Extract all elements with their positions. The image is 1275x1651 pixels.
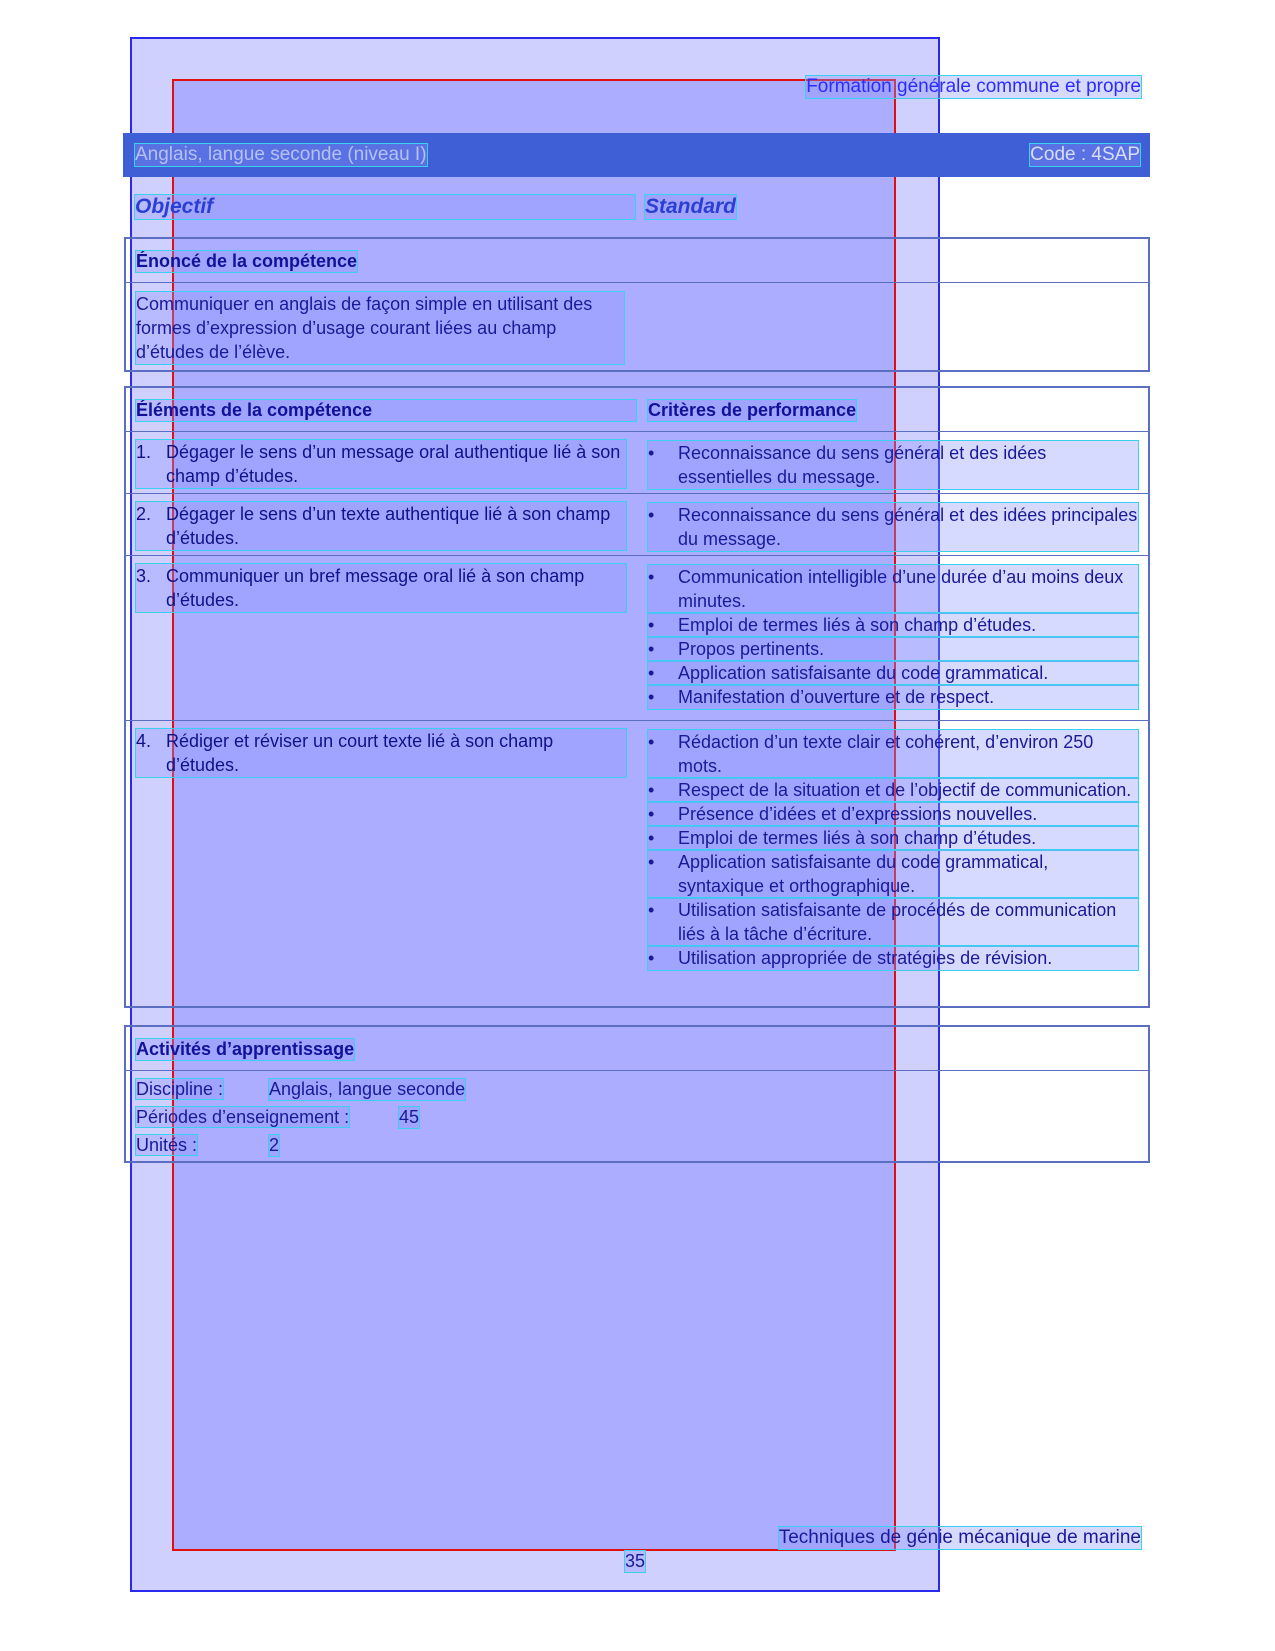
criterion-item	[648, 503, 1138, 551]
criterion-text: Manifestation d’ouverture et de respect.	[678, 687, 995, 707]
criterion-item	[648, 565, 1138, 613]
criterion-text: Reconnaissance du sens général et des idées essentielles du message.	[678, 443, 1047, 487]
discipline-line	[136, 1079, 466, 1100]
criterion-item	[648, 946, 1138, 970]
criterion-text: Utilisation satisfaisante de procédés de communication liés à la tâche d’écriture.	[678, 900, 1117, 944]
periods-value: 45	[399, 1107, 420, 1127]
criteria-list	[648, 565, 1138, 709]
discipline-value: Anglais, langue seconde	[269, 1079, 466, 1099]
activities-box	[124, 1025, 1150, 1163]
bullet-icon: •	[648, 663, 655, 683]
bullet-icon: •	[648, 687, 655, 707]
criterion-text: Reconnaissance du sens général et des idées principales du message.	[678, 505, 1138, 549]
criteria-list	[648, 730, 1138, 970]
element-number: 3.	[136, 566, 152, 586]
element-item	[136, 502, 626, 550]
criterion-text: Propos pertinents.	[678, 639, 825, 659]
footer-program-name: Techniques de génie mécanique de marine	[778, 1527, 1141, 1548]
statement-text: Communiquer en anglais de façon simple en utilisant des formes d’expression d’usage courant liées au champ d’études de l’élève.	[136, 292, 624, 364]
bullet-icon: •	[648, 828, 655, 848]
element-text: Dégager le sens d’un texte authentique lié à son champ d’études.	[166, 504, 611, 548]
statement-heading: Énoncé de la compétence	[136, 251, 358, 271]
element-text: Dégager le sens d’un message oral authentique lié à son champ d’études.	[166, 442, 621, 486]
element-number: 2.	[136, 504, 152, 524]
bullet-icon: •	[648, 900, 655, 920]
bullet-icon: •	[648, 443, 655, 463]
element-number: 1.	[136, 442, 152, 462]
element-number: 4.	[136, 731, 152, 751]
criterion-item	[648, 898, 1138, 946]
bullet-icon: •	[648, 732, 655, 752]
element-item	[136, 440, 626, 488]
criterion-text: Communication intelligible d’une durée d’au moins deux minutes.	[678, 567, 1124, 611]
statement-head-row	[126, 239, 1148, 283]
activities-heading: Activités d’apprentissage	[136, 1039, 355, 1059]
element-text: Communiquer un bref message oral lié à son champ d’études.	[166, 566, 585, 610]
bullet-icon: •	[648, 804, 655, 824]
elements-heading: Éléments de la compétence	[136, 400, 636, 421]
criterion-item	[648, 661, 1138, 685]
statement-box	[124, 237, 1150, 372]
units-value: 2	[269, 1135, 280, 1155]
standard-heading: Standard	[645, 195, 737, 218]
competence-row	[126, 432, 1148, 494]
bullet-icon: •	[648, 505, 655, 525]
element-item	[136, 729, 626, 777]
criterion-text: Utilisation appropriée de stratégies de révision.	[678, 948, 1053, 968]
competence-row	[126, 721, 1148, 1006]
criteria-list	[648, 441, 1138, 489]
criterion-text: Application satisfaisante du code grammatical, syntaxique et orthographique.	[678, 852, 1049, 896]
criterion-item	[648, 613, 1138, 637]
criterion-item	[648, 637, 1138, 661]
bullet-icon: •	[648, 948, 655, 968]
course-title-bar	[123, 133, 1150, 177]
discipline-label: Discipline :	[136, 1079, 224, 1099]
criterion-item	[648, 850, 1138, 898]
bullet-icon: •	[648, 639, 655, 659]
competence-box	[124, 386, 1150, 1008]
criterion-text: Rédaction d’un texte clair et cohérent, d’environ 250 mots.	[678, 732, 1094, 776]
header-program: Formation générale commune et propre	[806, 76, 1141, 97]
criterion-text: Respect de la situation et de l’objectif de communication.	[678, 780, 1132, 800]
criterion-text: Emploi de termes liés à son champ d’études.	[678, 828, 1037, 848]
periods-line	[136, 1107, 420, 1128]
units-label: Unités :	[136, 1135, 198, 1155]
criterion-item	[648, 826, 1138, 850]
activities-head-row	[126, 1027, 1148, 1071]
criterion-text: Présence d’idées et d’expressions nouvelles.	[678, 804, 1038, 824]
objective-heading: Objectif	[135, 195, 635, 219]
criterion-text: Application satisfaisante du code grammatical.	[678, 663, 1049, 683]
bullet-icon: •	[648, 780, 655, 800]
bullet-icon: •	[648, 852, 655, 872]
competence-row	[126, 494, 1148, 556]
course-title: Anglais, langue seconde (niveau I)	[135, 144, 427, 165]
criterion-item	[648, 802, 1138, 826]
bullet-icon: •	[648, 567, 655, 587]
bullet-icon: •	[648, 615, 655, 635]
periods-label: Périodes d’enseignement :	[136, 1107, 350, 1127]
criterion-item	[648, 730, 1138, 778]
page-number: 35	[625, 1551, 646, 1571]
criteria-list	[648, 503, 1138, 551]
element-text: Rédiger et réviser un court texte lié à son champ d’études.	[166, 731, 554, 775]
element-item	[136, 564, 626, 612]
criteria-heading: Critères de performance	[648, 400, 857, 420]
units-line	[136, 1135, 280, 1156]
competence-row	[126, 556, 1148, 721]
criterion-item	[648, 441, 1138, 489]
course-code: Code : 4SAP	[1030, 144, 1140, 165]
competence-head-row	[126, 388, 1148, 432]
criterion-item	[648, 685, 1138, 709]
criterion-text: Emploi de termes liés à son champ d’études.	[678, 615, 1037, 635]
criterion-item	[648, 778, 1138, 802]
